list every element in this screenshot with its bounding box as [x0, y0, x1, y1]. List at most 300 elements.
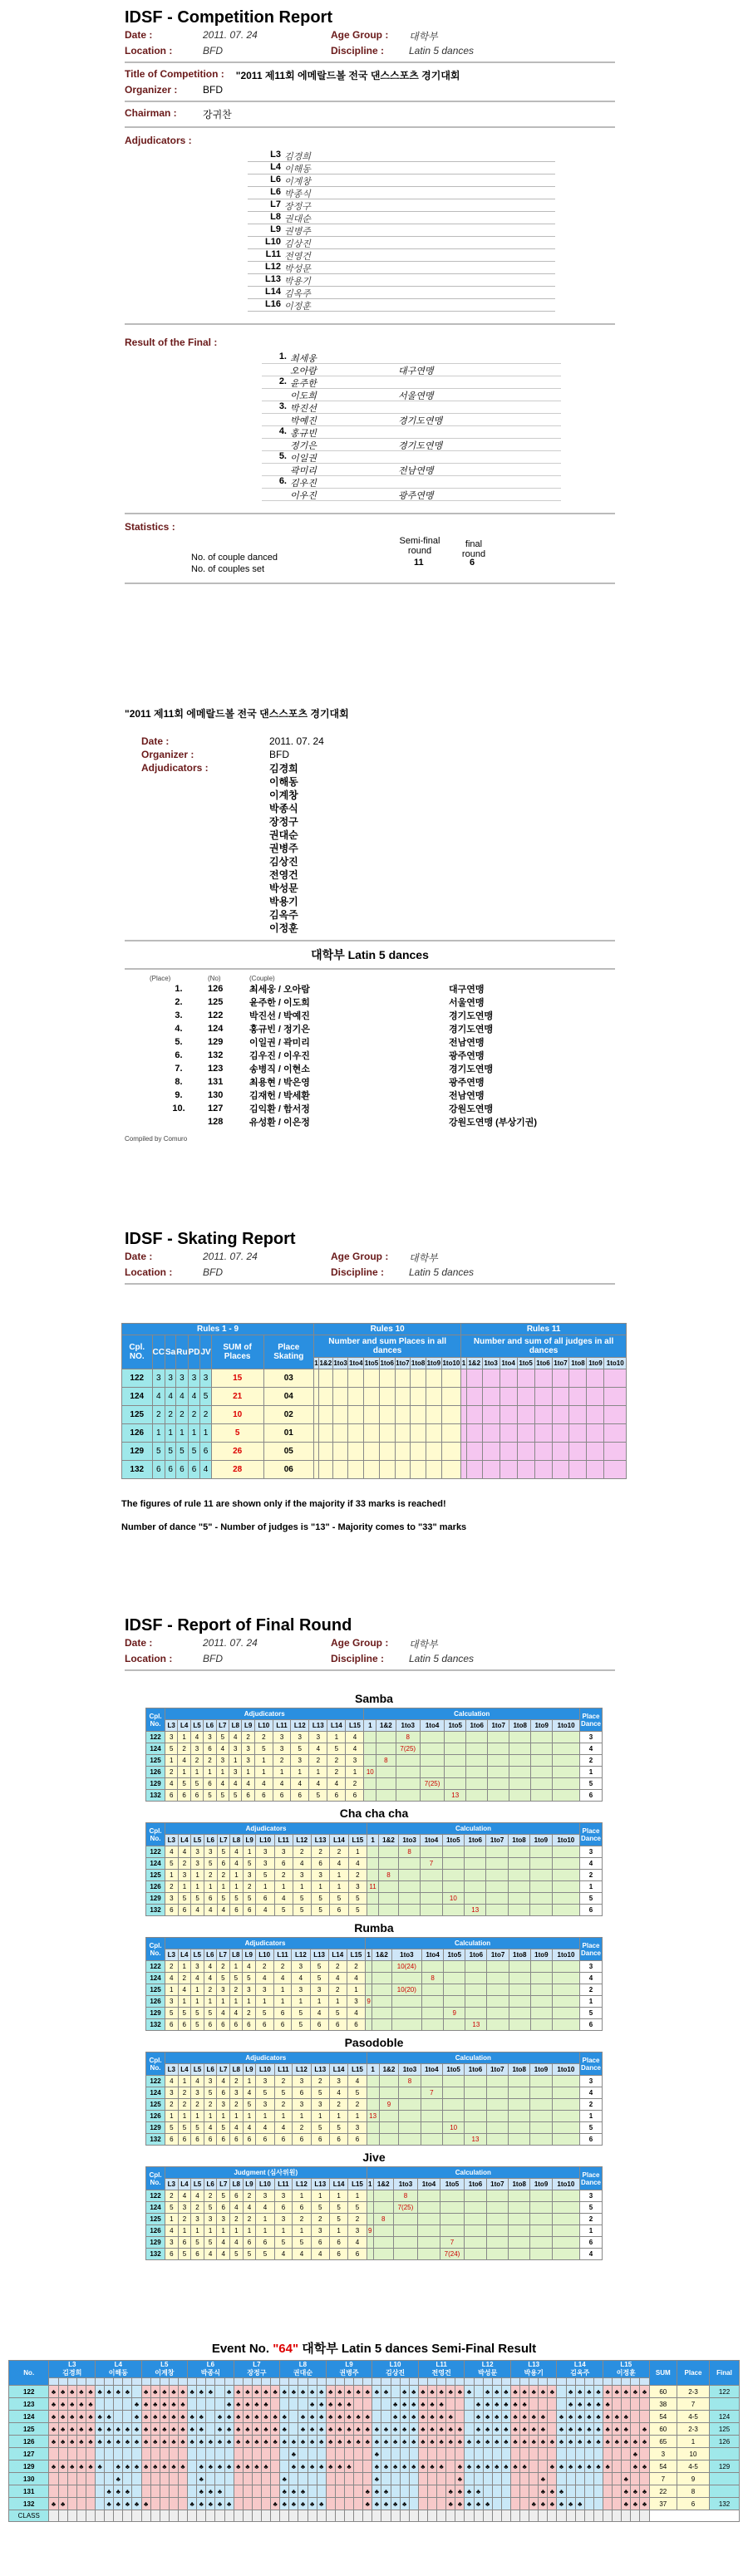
summary-couple: 김우진 / 이우진 [249, 1051, 310, 1061]
calc-cell [421, 1870, 442, 1881]
semi-mark: ♣ [344, 2460, 353, 2473]
semi-sub-row [9, 2378, 740, 2386]
judge-code: L6 [204, 1949, 217, 1961]
calc-cell: 8 [376, 1755, 396, 1767]
calc-cell [531, 1767, 553, 1778]
semi-mark: ♣ [483, 2423, 492, 2436]
judge-mark: 3 [217, 1984, 230, 1996]
cpl-no: 122 [146, 1846, 165, 1858]
semi-mark: ♣ [308, 2386, 317, 2398]
sk-r11-cell [517, 1461, 534, 1479]
semi-mark [548, 2448, 557, 2460]
semi-mark [215, 2473, 224, 2485]
semi-mark: ♣ [557, 2498, 566, 2510]
sk-r10-cell [348, 1443, 364, 1461]
judge-mark: 2 [191, 2099, 204, 2111]
judge-mark: 2 [273, 1961, 292, 1973]
sk-r10-cell [411, 1369, 426, 1388]
judge-mark: 1 [348, 1846, 367, 1858]
calc-cell [399, 2122, 421, 2134]
semi-mark [58, 2448, 67, 2460]
final-leader: 박진선 [290, 404, 317, 414]
semi-mark [557, 2448, 566, 2460]
semi-dance-col [58, 2378, 67, 2386]
judge-mark: 2 [346, 1778, 364, 1790]
calc-cell: 10 [364, 1767, 376, 1778]
calc-cell [379, 1893, 399, 1905]
summary-row [150, 1102, 615, 1115]
sk-r10-cell [348, 1388, 364, 1406]
col-place: (Place) [150, 975, 171, 982]
chair-row [125, 107, 615, 121]
adjudicator-code: L9 [270, 224, 281, 234]
semi-mark [280, 2398, 289, 2411]
judge-code: L13 [310, 1949, 328, 1961]
adjudicator-row [248, 150, 555, 162]
semi-mark: ♣ [58, 2423, 67, 2436]
judge-mark: 5 [217, 1846, 230, 1858]
judge-mark: 1 [255, 1996, 273, 2008]
semi-mark [58, 2485, 67, 2498]
judge-mark: 2 [348, 1870, 367, 1881]
sk-r11-cell [552, 1369, 569, 1388]
semi-mark [593, 2498, 603, 2510]
final-follower: 이도희 [290, 391, 317, 401]
calc-cell [466, 1778, 488, 1790]
judge-mark: 2 [327, 1767, 346, 1778]
judge-mark: 5 [217, 1893, 230, 1905]
semi-mark: ♣ [455, 2473, 465, 2485]
judge-mark: 6 [243, 1905, 256, 1916]
calc-cell [420, 1790, 444, 1802]
judge-mark: 4 [178, 1984, 191, 1996]
semi-mark: ♣ [575, 2460, 584, 2473]
fr-date: 2011. 07. 24 [203, 1637, 258, 1649]
calc-cell [531, 1790, 553, 1802]
judge-mark: 4 [217, 2237, 230, 2249]
summary-couple: 최용현 / 박은영 [249, 1078, 310, 1088]
judge-mark: 4 [165, 2225, 179, 2237]
semi-judge-name: 권대순 [293, 2369, 313, 2377]
judge-mark: 2 [242, 1732, 254, 1743]
semi-dance-col [575, 2378, 584, 2386]
rules-1-9-head: Rules 1 - 9 [122, 1324, 314, 1335]
semi-final-no: 124 [709, 2411, 739, 2423]
fr-disc-label: Discipline : [331, 1653, 385, 1664]
semi-mark: ♣ [381, 2460, 391, 2473]
judge-mark: 5 [204, 1858, 217, 1870]
semi-dance-col [566, 2378, 575, 2386]
judge-mark: 6 [256, 2134, 274, 2146]
judge-code: L3 [165, 1835, 179, 1846]
judge-code: L12 [293, 2064, 311, 2076]
summary-couple: 이일권 / 곽미리 [249, 1038, 310, 1048]
calc-cell [488, 1778, 509, 1790]
judge-mark: 1 [191, 1881, 204, 1893]
sk-disc-label: Discipline : [331, 1266, 385, 1278]
judge-mark: 4 [165, 1778, 178, 1790]
calc-cell [398, 1870, 420, 1881]
judge-code: L9 [242, 1720, 254, 1732]
judge-mark: 2 [165, 1961, 179, 1973]
adjudicator-code: L16 [265, 299, 281, 309]
semi-table-wrap [8, 2360, 740, 2522]
adjudicator-row [248, 187, 555, 199]
sk-cpl: 129 [122, 1443, 153, 1461]
semi-judge-code: L15 [620, 2361, 632, 2368]
sk-r11-cell [466, 1388, 482, 1406]
cpl-no: 122 [146, 1732, 165, 1743]
calc-cell [465, 1881, 486, 1893]
final-round-dances [145, 1687, 603, 2260]
judge-mark: 4 [204, 2249, 217, 2260]
calc-cell [466, 1767, 488, 1778]
semi-mark: ♣ [446, 2436, 455, 2448]
final-row [262, 464, 561, 476]
semi-mark [566, 2473, 575, 2485]
summary-place: 4. [175, 1024, 183, 1034]
semi-judge-code: L6 [206, 2361, 215, 2368]
semi-dance-col [76, 2378, 86, 2386]
semi-mark: ♣ [409, 2411, 418, 2423]
semi-dance-col [603, 2378, 613, 2386]
place-dance: 1 [580, 2111, 603, 2122]
calc-cell [372, 2019, 392, 2031]
calc-cell [366, 1984, 372, 1996]
summary-place: 10. [172, 1104, 185, 1113]
judge-mark: 6 [348, 2249, 367, 2260]
judge-mark: 6 [165, 2134, 179, 2146]
calc-cell [552, 1893, 579, 1905]
semi-mark [179, 2485, 188, 2498]
judge-mark: 1 [292, 1996, 310, 2008]
calc-cell [367, 2087, 379, 2099]
semi-mark: ♣ [298, 2386, 308, 2398]
semi-mark: ♣ [520, 2398, 529, 2411]
adjudicator-row [248, 262, 555, 274]
dance-head-row [146, 2052, 603, 2064]
calc-col: 1to6 [465, 1949, 487, 1961]
range-head: 1to9 [587, 1358, 604, 1369]
calc-cell [421, 2076, 442, 2087]
judge-mark: 6 [178, 1790, 190, 1802]
final-place: 5. [278, 451, 287, 461]
dance-row [146, 2076, 603, 2087]
judge-mark: 5 [165, 2202, 179, 2214]
semi-mark [243, 2498, 252, 2510]
calc-cell [379, 2134, 399, 2146]
judge-mark: 5 [178, 1893, 191, 1905]
dance-title: Jive [362, 2151, 386, 2164]
org-value: BFD [203, 84, 223, 96]
semi-mark: ♣ [354, 2386, 363, 2398]
calc-cell [399, 2087, 421, 2099]
semi-mark [96, 2485, 105, 2498]
judge-mark: 6 [243, 2237, 256, 2249]
semi-mark: ♣ [539, 2386, 548, 2398]
calc-cell [445, 1743, 466, 1755]
semi-mark: ♣ [427, 2398, 436, 2411]
judge-mark: 2 [348, 2214, 367, 2225]
semi-dance-col [141, 2378, 150, 2386]
semi-mark [381, 2448, 391, 2460]
sk-r11-cell [482, 1443, 499, 1461]
semi-mark: ♣ [391, 2498, 400, 2510]
semi-mark [613, 2485, 622, 2498]
semi-mark: ♣ [150, 2423, 160, 2436]
calc-cell [373, 2249, 393, 2260]
calc-cell [465, 1893, 486, 1905]
judge-mark: 5 [191, 1893, 204, 1905]
fr-age: 대학부 [409, 1639, 438, 1650]
semi-dance-col [539, 2378, 548, 2386]
judge-mark: 1 [191, 1870, 204, 1881]
semi-mark: ♣ [584, 2460, 593, 2473]
semi-mark: ♣ [622, 2473, 631, 2485]
final-spacer [262, 439, 290, 450]
semi-class-cell [409, 2510, 418, 2522]
judge-code: L15 [348, 1835, 367, 1846]
judge-code: L8 [229, 1720, 242, 1732]
adjudicator-code: L3 [270, 150, 281, 160]
semi-count: 11 [414, 558, 424, 568]
semi-mark: ♣ [363, 2423, 372, 2436]
semi-mark [206, 2423, 215, 2436]
adjudicator-name: 이해동 [284, 165, 311, 175]
semi-row [9, 2473, 740, 2485]
semi-mark: ♣ [455, 2423, 465, 2436]
semi-mark: ♣ [298, 2498, 308, 2510]
calc-col: 1to10 [552, 1835, 579, 1846]
judge-mark: 3 [204, 1846, 217, 1858]
semi-mark: ♣ [427, 2386, 436, 2398]
judge-code: L14 [328, 1949, 347, 1961]
toc-value: "2011 제11회 에메랄드볼 전국 댄스스포츠 경기대회 [235, 70, 460, 81]
semi-mark: ♣ [465, 2485, 474, 2498]
semi-mark [400, 2485, 409, 2498]
divider [125, 940, 615, 941]
calc-col: 1to10 [552, 2064, 579, 2076]
judge-mark: 4 [346, 1732, 364, 1743]
summary-couple: 유성환 / 이은정 [249, 1118, 310, 1128]
judge-mark: 3 [243, 1870, 256, 1881]
judge-mark: 5 [243, 2249, 256, 2260]
semi-mark: ♣ [289, 2448, 298, 2460]
semi-mark: ♣ [409, 2423, 418, 2436]
judge-mark: 4 [204, 1973, 217, 1984]
sk-r11-cell [534, 1461, 552, 1479]
judge-mark: 2 [243, 2214, 256, 2225]
divider [125, 1283, 615, 1285]
summary-no: 123 [208, 1064, 224, 1074]
semi-mark: ♣ [179, 2398, 188, 2411]
calc-col: 1to5 [442, 1835, 464, 1846]
place-dance: 1 [580, 1767, 603, 1778]
sk-r10-cell [318, 1406, 332, 1424]
dance-table [145, 1822, 603, 1916]
calc-cell [552, 2099, 579, 2111]
sk-row [122, 1424, 627, 1443]
semi-mark: ♣ [400, 2398, 409, 2411]
sk-cpl: 125 [122, 1406, 153, 1424]
semi-mark: ♣ [566, 2498, 575, 2510]
place-dance: 5 [580, 2008, 603, 2019]
calc-cell [530, 2202, 552, 2214]
judge-mark: 1 [348, 2111, 367, 2122]
judge-mark: 1 [217, 2225, 230, 2237]
semi-mark: ♣ [520, 2411, 529, 2423]
judge-mark: 1 [230, 2225, 244, 2237]
summary-place: 9. [175, 1090, 183, 1100]
summary-section [125, 706, 615, 1143]
judge-mark: 1 [191, 1996, 204, 2008]
summary-row [150, 1022, 615, 1035]
judge-mark: 2 [274, 2076, 293, 2087]
calc-col: 1to10 [552, 1949, 579, 1961]
semi-mark: ♣ [67, 2423, 76, 2436]
judge-mark: 3 [309, 1732, 327, 1743]
calc-cell [418, 2214, 440, 2225]
judge-mark: 4 [348, 2076, 367, 2087]
sk-r11-cell [482, 1388, 499, 1406]
dance-row [146, 2249, 603, 2260]
semi-dance-col [96, 2378, 105, 2386]
judge-mark: 5 [217, 2190, 230, 2202]
calc-cell [399, 2111, 421, 2122]
semi-mark: ♣ [308, 2398, 317, 2411]
semi-judge-code: L10 [389, 2361, 401, 2368]
calc-col: 1to9 [530, 2179, 552, 2190]
adjudicator-row [248, 224, 555, 237]
semi-sum: 60 [649, 2386, 677, 2398]
judge-mark: 5 [293, 2237, 311, 2249]
judge-code: L12 [292, 1949, 310, 1961]
semi-dance-col [520, 2378, 529, 2386]
semi-mark [400, 2473, 409, 2485]
calc-cell [379, 2087, 399, 2099]
sk-dance-place: 5 [165, 1443, 175, 1461]
judge-mark: 1 [217, 1881, 230, 1893]
judge-mark: 5 [329, 2202, 347, 2214]
semi-mark: ♣ [289, 2460, 298, 2473]
semi-mark [427, 2498, 436, 2510]
judge-mark: 5 [204, 2237, 217, 2249]
semi-mark: ♣ [261, 2460, 270, 2473]
summary-couple: 김익환 / 함서정 [249, 1104, 310, 1114]
calc-cell [552, 2008, 579, 2019]
semi-mark [188, 2460, 197, 2473]
semi-mark: ♣ [622, 2436, 631, 2448]
calc-cell [530, 2225, 552, 2237]
judge-mark: 3 [348, 1881, 367, 1893]
semi-mark: ♣ [372, 2436, 381, 2448]
semi-mark [271, 2448, 280, 2460]
sk-r10-cell [364, 1369, 380, 1388]
calc-cell [442, 1905, 464, 1916]
semi-dance-col [622, 2378, 631, 2386]
judge-mark: 4 [204, 1905, 217, 1916]
calc-cell [553, 1732, 580, 1743]
semi-mark [243, 2485, 252, 2498]
judge-mark: 4 [217, 1905, 230, 1916]
calc-cell [508, 1893, 529, 1905]
semi-mark: ♣ [96, 2423, 105, 2436]
judge-mark: 5 [310, 1973, 328, 1984]
semi-mark [261, 2473, 270, 2485]
judge-mark: 3 [178, 2202, 191, 2214]
calc-cell [530, 1905, 552, 1916]
adj-head: Adjudicators [165, 1938, 366, 1949]
judge-mark: 6 [191, 2249, 204, 2260]
judge-mark: 6 [242, 1790, 254, 1802]
sk-r10-cell [332, 1461, 348, 1479]
calc-cell [379, 1858, 399, 1870]
calc-cell [509, 1973, 530, 1984]
semi-class-cell [289, 2510, 298, 2522]
sk-age: 대학부 [409, 1252, 438, 1264]
calc-cell [379, 1905, 399, 1916]
range-head: 1to6 [534, 1358, 552, 1369]
calc-col: 1to5 [440, 2179, 465, 2190]
semi-mark: ♣ [224, 2386, 234, 2398]
semi-mark: ♣ [141, 2460, 150, 2473]
judge-mark: 3 [293, 2076, 311, 2087]
semi-mark: ♣ [243, 2423, 252, 2436]
semi-class-cell [418, 2510, 427, 2522]
calc-cell [376, 1778, 396, 1790]
judge-mark: 4 [292, 1973, 310, 1984]
judge-code: L12 [293, 2179, 311, 2190]
judge-code: L11 [274, 1835, 293, 1846]
semi-mark: ♣ [631, 2498, 640, 2510]
semi-event-no: "64" [273, 2342, 299, 2356]
semi-mark [520, 2485, 529, 2498]
calc-cell [418, 2237, 440, 2249]
judge-mark: 6 [293, 2134, 311, 2146]
semi-class-cell [169, 2510, 178, 2522]
semi-sum: 37 [649, 2498, 677, 2510]
judge-mark: 3 [310, 1984, 328, 1996]
semi-class-cell [354, 2510, 363, 2522]
range-head: 1&2 [318, 1358, 332, 1369]
judge-mark: 5 [329, 2122, 347, 2134]
semi-dance-col [593, 2378, 603, 2386]
calc-head: Calculation [367, 2167, 579, 2179]
semi-judge-name: 이해동 [108, 2369, 128, 2377]
judge-mark: 4 [229, 2008, 243, 2019]
age-value: 대학부 [409, 31, 438, 42]
calc-cell [465, 2111, 486, 2122]
semi-mark: ♣ [141, 2436, 150, 2448]
calc-col: 1to4 [421, 1835, 442, 1846]
judge-code: L6 [204, 1720, 216, 1732]
judge-mark: 5 [191, 2122, 204, 2134]
semi-mark [169, 2485, 178, 2498]
calc-cell [530, 1996, 552, 2008]
judge-mark: 2 [254, 1732, 273, 1743]
judge-mark: 4 [191, 2076, 204, 2087]
semi-class-cell [308, 2510, 317, 2522]
semi-mark [169, 2498, 178, 2510]
judge-mark: 5 [243, 2099, 256, 2111]
judge-mark: 3 [293, 1870, 311, 1881]
semi-class-cell [492, 2510, 501, 2522]
semi-dance-col [631, 2378, 640, 2386]
semi-mark [603, 2485, 613, 2498]
calc-cell [530, 1846, 552, 1858]
final-row [262, 364, 561, 376]
semi-dance-col [455, 2378, 465, 2386]
